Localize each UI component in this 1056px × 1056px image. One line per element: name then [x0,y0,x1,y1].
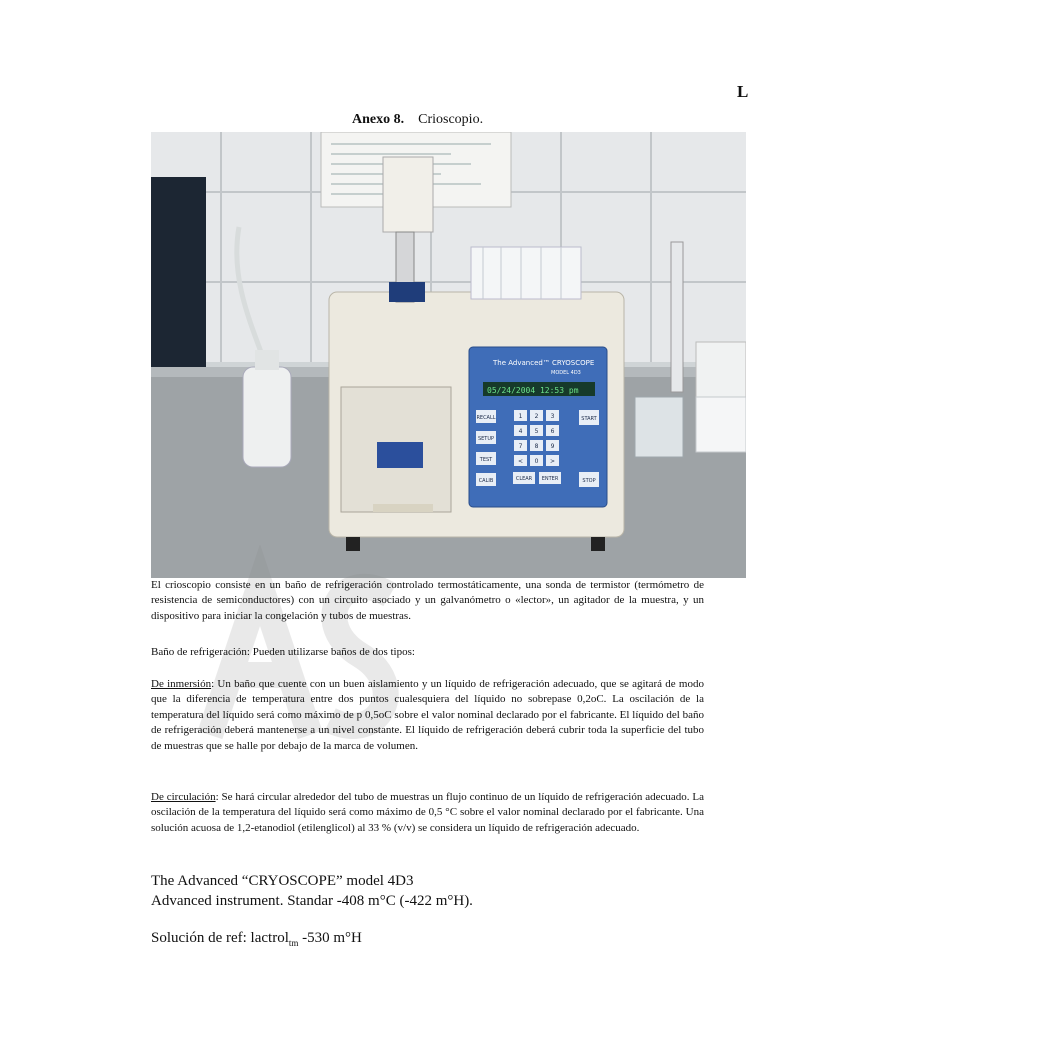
annex-title: Crioscopio. [418,112,484,127]
circulation-heading: De circulación [151,791,216,803]
key-setup: SETUP [477,436,495,442]
immersion-text: : Un baño que cuente con un buen aislamiento y un líquido de refrigeración adecuado, que se agitará de modo que la diferencia de temperatura entre dos puntos cualesquiera del líquido no sobrepase 0,2oC. La oscilación de la temperatura del líquido será como máximo de p 0,5oC sobre el valor nominal declarado por el fabricante. El líquido del baño de refrigeración deberá mantenerse a un nivel constante. El líquido de refrigeración deberá cubrir toda la superficie del tubo de muestras que se halle por debajo de la marca de volumen. [151,678,704,752]
cryoscope-photo [151,132,746,578]
key-stop: STOP [582,478,596,484]
key-enter: ENTER [541,476,559,482]
immersion-paragraph [151,677,704,754]
reference-subscript: tm [288,938,299,948]
keypad-key-label: 0 [534,458,539,465]
keypad-key-label: 2 [534,413,539,420]
key-recall: RECALL [476,415,496,421]
keypad-key-label: 5 [534,428,539,435]
key-test: TEST [479,457,493,463]
figure-caption [352,112,483,128]
annex-label: Anexo 8. [352,112,405,127]
panel-model: MODEL 4D3 [551,370,581,376]
keypad-key-label: 7 [518,443,523,450]
key-start: START [581,416,597,422]
standard-line: Advanced instrument. Standar -408 m°C (-422 m°H). [151,893,473,909]
reference-prefix: Solución de ref: lactrol [151,930,289,946]
keypad-key-label: 6 [550,428,555,435]
page-corner-letter: L [737,82,749,101]
intro-paragraph: El crioscopio consiste en un baño de refrigeración controlado termostáticamente, una sonda de termistor (termómetro de resistencia de semiconductores) con un circuito asociado y un galvanómetro o «lector», un agitador de la muestra, y un dispositivo para iniciar la congelación y tubos de muestras. [151,579,704,622]
keypad-key-label: > [549,458,556,465]
keypad-key-label: 9 [550,443,555,450]
keypad-key-label: 1 [518,413,523,420]
keypad-key-label: < [517,458,524,465]
immersion-heading: De inmersión [151,678,212,690]
reference-line [151,928,362,953]
circulation-text: : Se hará circular alrededor del tubo de muestras un flujo continuo de un líquido de refrigeración adecuado. La oscilación de la temperatura del líquido será como máximo de 0,5 °C sobre el valor nominal declarado por el fabricante. Una solución acuosa de 1,2-etanodiol (etilenglicol) al 33 % (v/v) se considera un líquido de refrigeración adecuado. [151,791,704,834]
display-readout: 05/24/2004 12:53 pm [487,386,579,395]
bath-types-paragraph: Baño de refrigeración: Pueden utilizarse baños de dos tipos: [151,646,415,658]
reference-suffix: -530 m°H [298,930,362,946]
circulation-paragraph [151,790,704,836]
keypad-key-label: 8 [534,443,539,450]
keypad-key-label: 3 [550,413,555,420]
panel-brand: The Advanced™ CRYOSCOPE [493,359,595,367]
key-calib: CALIB [478,478,494,484]
keypad-key-label: 4 [518,428,523,435]
model-line: The Advanced “CRYOSCOPE” model 4D3 [151,873,414,889]
key-clear: CLEAR [515,476,533,482]
